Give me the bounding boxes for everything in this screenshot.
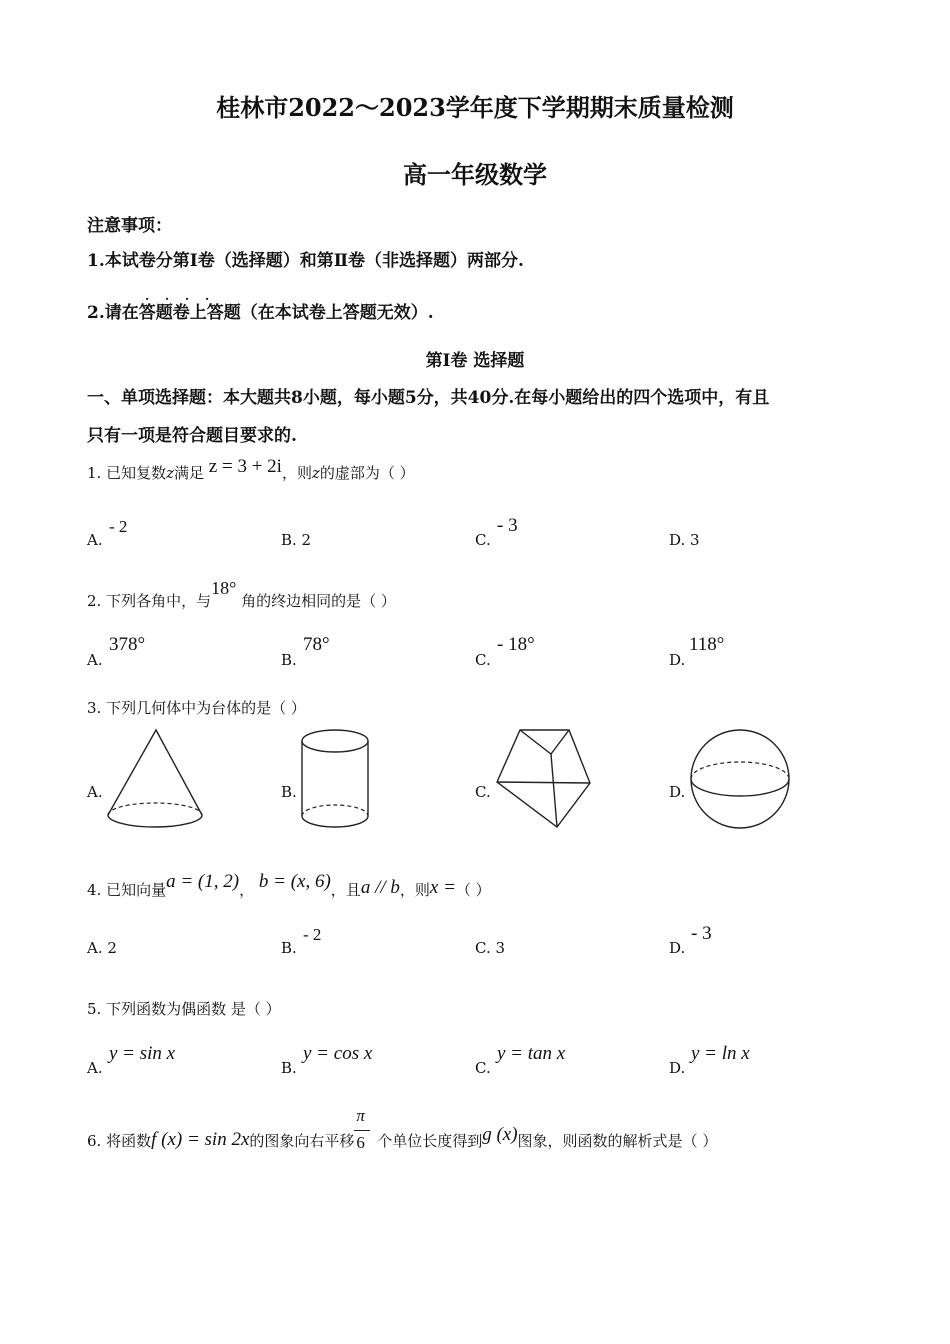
q4-option-d[interactable]: D. - 3 bbox=[669, 923, 712, 957]
emphasis-dot: · bbox=[205, 292, 210, 306]
cylinder-figure bbox=[298, 726, 374, 832]
q6-function-g: g (x) bbox=[482, 1124, 518, 1145]
q2-angle: 18° bbox=[211, 578, 237, 598]
emphasis-dot: · bbox=[165, 292, 170, 306]
q5-option-d[interactable]: D. y = ln x bbox=[669, 1043, 750, 1077]
question-6: 6. 将函数f (x) = sin 2x的图象向右平移 $\frac{\pi}{6}$ 个单位长度得到g (x)图象，则函数的解析式是（ ） bbox=[87, 1106, 718, 1152]
q4-parallel: a // b bbox=[360, 877, 400, 898]
notice-heading: 注意事项： bbox=[87, 216, 172, 236]
question-5: 5. 下列函数为偶函数 是（ ） bbox=[87, 1000, 281, 1018]
q3-option-a[interactable]: A. bbox=[87, 783, 103, 801]
question-3: 3. 下列几何体中为台体的是（ ） bbox=[87, 699, 306, 717]
q1-option-b[interactable]: B. 2 bbox=[281, 531, 312, 549]
q3-option-d[interactable]: D. bbox=[669, 783, 686, 801]
q2-option-c[interactable]: C. - 18° bbox=[475, 634, 535, 669]
q1-option-c[interactable]: C. - 3 bbox=[475, 515, 518, 549]
q1-option-d[interactable]: D. 3 bbox=[669, 531, 700, 549]
notice-item-1: 1.本试卷分第Ⅰ卷（选择题）和第Ⅱ卷（非选择题）两部分. bbox=[87, 251, 524, 271]
section-instruction-line-1: 一、单项选择题：本大题共8小题，每小题5分，共40分.在每小题给出的四个选项中，有且 bbox=[87, 388, 770, 408]
q1-option-a[interactable]: A. - 2 bbox=[87, 517, 128, 549]
q4-option-b[interactable]: B. - 2 bbox=[281, 925, 322, 957]
q6-fraction: $\frac{\pi}{6}$ bbox=[354, 1132, 372, 1152]
q5-option-c[interactable]: C. y = tan x bbox=[475, 1043, 566, 1077]
question-4: 4. 已知向量a = (1, 2)， b = (x, 6)，且a // b，则x =（ ） bbox=[87, 871, 491, 899]
q4-vector-a: a = (1, 2) bbox=[166, 871, 240, 892]
sphere-figure bbox=[689, 728, 793, 832]
q6-function-f: f (x) = sin 2x bbox=[151, 1129, 250, 1150]
notice-item-2: 2.请在答题卷上答题（在本试卷上答题无效）. · · · · bbox=[87, 292, 434, 323]
q2-option-a[interactable]: A. 378° bbox=[87, 634, 146, 669]
question-1: 1. 已知复数z满足 z = 3 + 2i，则z的虚部为（ ） bbox=[87, 456, 415, 482]
q4-option-c[interactable]: C. 3 bbox=[475, 939, 506, 957]
question-2: 2. 下列各角中，与18° 角的终边相同的是（ ） bbox=[87, 578, 396, 610]
q4-option-a[interactable]: A. 2 bbox=[87, 939, 117, 957]
q3-option-b[interactable]: B. bbox=[281, 783, 297, 801]
exam-subtitle: 高一年级数学 bbox=[403, 160, 547, 189]
q3-option-c[interactable]: C. bbox=[475, 783, 491, 801]
q2-option-b[interactable]: B. 78° bbox=[281, 634, 330, 669]
pyramid-figure bbox=[493, 726, 595, 832]
emphasis-dot: · bbox=[185, 292, 190, 306]
q4-vector-b: b = (x, 6) bbox=[258, 871, 331, 892]
q5-option-b[interactable]: B. y = cos x bbox=[281, 1043, 373, 1077]
cone-figure bbox=[104, 726, 208, 832]
q1-formula: z = 3 + 2i bbox=[208, 456, 282, 477]
part-1-title: 第Ⅰ卷 选择题 bbox=[425, 351, 525, 371]
q2-option-d[interactable]: D. 118° bbox=[669, 634, 725, 669]
exam-title: 桂林市2022～2023学年度下学期期末质量检测 bbox=[216, 93, 734, 122]
emphasis-dot: · bbox=[145, 292, 150, 306]
section-instruction-line-2: 只有一项是符合题目要求的. bbox=[87, 426, 297, 446]
q5-option-a[interactable]: A. y = sin x bbox=[87, 1043, 176, 1077]
